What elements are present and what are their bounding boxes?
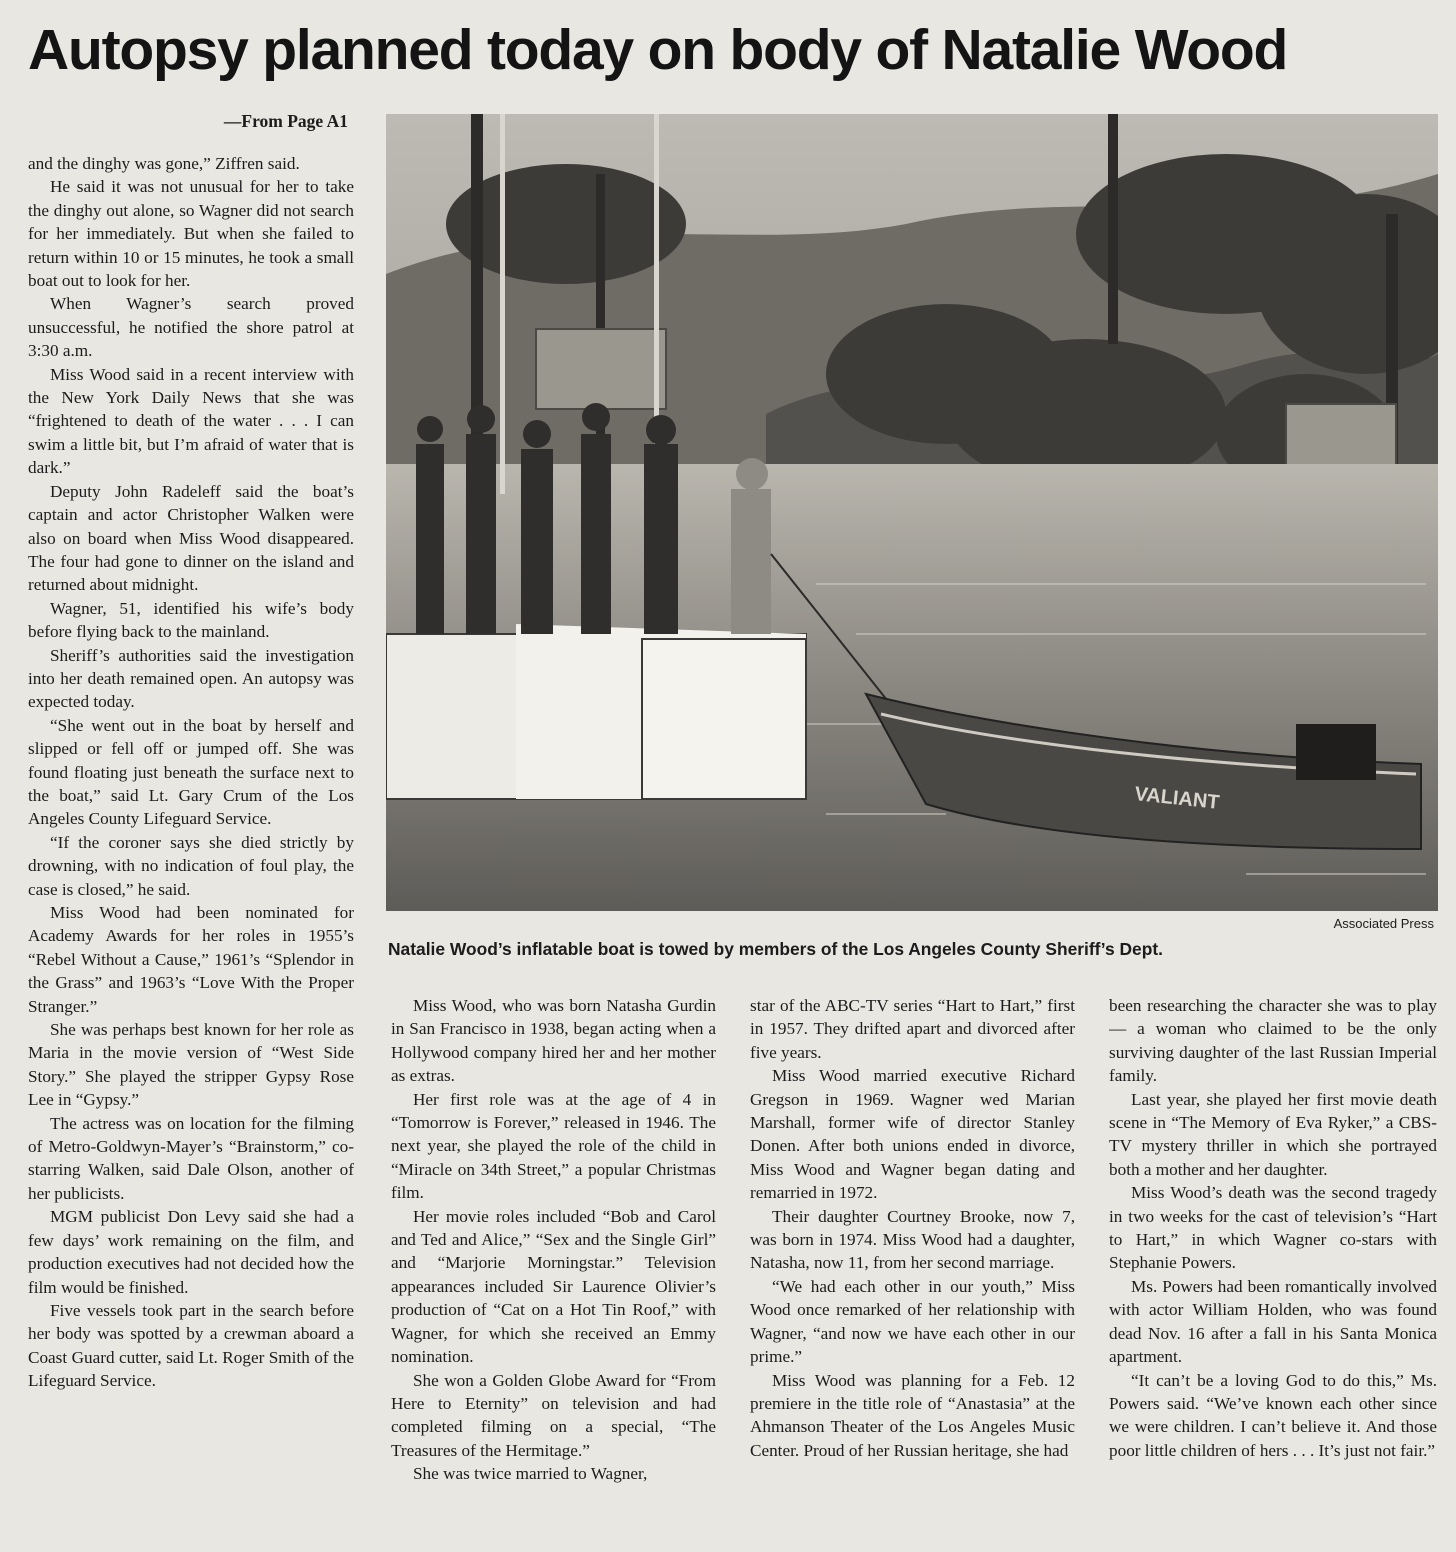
paragraph: Last year, she played her first movie death scene in “The Memory of Eva Ryker,” a CBS-TV mystery thriller in which she portrayed both a mother and her daughter. xyxy=(1109,1089,1437,1179)
paragraph: Miss Wood had been nominated for Academy Awards for her roles in 1955’s “Rebel Without a Cause,” 1961’s “Splendor in the Grass” and 1963’s “Love With the Proper Stranger.” xyxy=(28,903,354,1016)
paragraph: The actress was on location for the filming of Metro-Goldwyn-Mayer’s “Brainstorm,” co-starring Walken, said Dale Olson, another of her publicists. xyxy=(28,1113,354,1203)
headline: Autopsy planned today on body of Natalie Wood xyxy=(28,18,1288,82)
paragraph: “We had each other in our youth,” Miss Wood once remarked of her relationship with Wagner, “and now we have each other in our prime.” xyxy=(750,1276,1075,1367)
paragraph: “She went out in the boat by herself and slipped or fell off or jumped off. She was found floating just beneath the surface next to the boat,” said Lt. Gary Crum of the Los Angeles County Lifeguard Service. xyxy=(28,715,354,829)
paragraph: “It can’t be a loving God to do this,” Ms. Powers said. “We’ve known each other since we were children. I can’t believe it. And those poor little children of hers . . . It’s just not fair.” xyxy=(1109,1370,1437,1460)
jump-line: —From Page A1 xyxy=(223,111,348,131)
paragraph: Miss Wood was planning for a Feb. 12 premiere in the title role of “Anastasia” at the Ahmanson Theater of the Los Angeles Music Center. Proud of her Russian heritage, she had xyxy=(750,1370,1075,1460)
boat-lettering: VALIANT xyxy=(1133,783,1221,814)
paragraph: been researching the character she was to play — a woman who claimed to be the only surviving daughter of the last Russian Imperial family. xyxy=(1109,996,1437,1086)
paragraph: Miss Wood, who was born Natasha Gurdin in San Francisco in 1938, began acting when a Hollywood company hired her and her mother as extras. xyxy=(391,996,716,1086)
paragraph: Miss Wood married executive Richard Gregson in 1969. Wagner wed Marian Marshall, former wife of director Stanley Donen. After both unions ended in divorce, Miss Wood and Wagner began dating and remarried in 1972. xyxy=(750,1066,1075,1203)
paragraph: She won a Golden Globe Award for “From Here to Eternity” on television and had completed filming on a special, “The Treasures of the Hermitage.” xyxy=(391,1370,716,1460)
news-photo xyxy=(386,114,1438,911)
paragraph: Ms. Powers had been romantically involved with actor William Holden, who was found dead Nov. 16 after a fall in his Santa Monica apartment. xyxy=(1109,1276,1437,1367)
paragraph: She was perhaps best known for her role as Maria in the movie version of “West Side Story.” She played the stripper Gypsy Rose Lee in “Gypsy.” xyxy=(28,1020,354,1110)
paragraph: Their daughter Courtney Brooke, now 7, was born in 1974. Miss Wood had a daughter, Natasha, now 11, from her second marriage. xyxy=(750,1206,1075,1273)
paragraph: He said it was not unusual for her to take the dinghy out alone, so Wagner did not search for her immediately. But when she failed to return within 10 or 15 minutes, he took a small boat out to look for her. xyxy=(28,177,354,291)
boat-tow-photo-illustration xyxy=(386,114,1438,911)
article-column-2 xyxy=(391,994,716,1544)
article-column-1 xyxy=(28,152,354,1544)
paragraph: Her first role was at the age of 4 in “Tomorrow is Forever,” released in 1946. The next year, she played the role of the child in “Miracle on 34th Street,” a popular Christmas film. xyxy=(391,1089,716,1203)
paragraph: She was twice married to Wagner, xyxy=(413,1464,648,1484)
paragraph: Sheriff’s authorities said the investigation into her death remained open. An autopsy was expected today. xyxy=(28,645,354,712)
photo-credit: Associated Press xyxy=(1333,916,1434,931)
paragraph: star of the ABC-TV series “Hart to Hart,” first in 1957. They drifted apart and divorced after five years. xyxy=(750,996,1075,1062)
paragraph: Five vessels took part in the search before her body was spotted by a crewman aboard a Coast Guard cutter, said Lt. Roger Smith of the Lifeguard Service. xyxy=(28,1300,354,1391)
article-column-4 xyxy=(1109,994,1437,1544)
paragraph: When Wagner’s search proved unsuccessful, he notified the shore patrol at 3:30 a.m. xyxy=(28,294,354,361)
paragraph: Miss Wood said in a recent interview with the New York Daily News that she was “frightened to death of the water . . . I can swim a little bit, but I’m afraid of water that is dark.” xyxy=(28,364,354,478)
paragraph: Deputy John Radeleff said the boat’s captain and actor Christopher Walken were also on board when Miss Wood disappeared. The four had gone to dinner on the island and returned about midnight. xyxy=(28,481,354,595)
paragraph: MGM publicist Don Levy said she had a few days’ work remaining on the film, and production executives had not decided how the film would be finished. xyxy=(28,1207,354,1297)
paragraph: Her movie roles included “Bob and Carol and Ted and Alice,” “Sex and the Single Girl” and “Marjorie Morningstar.” Television appearances included Sir Laurence Olivier’s production of “Cat on a Hot Tin Roof,” with Wagner, for which she received an Emmy nomination. xyxy=(391,1206,716,1367)
photo-caption: Natalie Wood’s inflatable boat is towed by members of the Los Angeles County Sheriff’s Dept. xyxy=(388,939,1163,959)
paragraph: Wagner, 51, identified his wife’s body before flying back to the mainland. xyxy=(28,598,354,642)
article-column-3 xyxy=(750,994,1075,1544)
paragraph: Miss Wood’s death was the second tragedy in two weeks for the cast of television’s “Hart to Hart,” in which Wagner co-stars with Stephanie Powers. xyxy=(1109,1183,1437,1273)
paragraph: and the dinghy was gone,” Ziffren said. xyxy=(28,154,300,173)
paragraph: “If the coroner says she died strictly by drowning, with no indication of foul play, the case is closed,” he said. xyxy=(28,832,354,899)
